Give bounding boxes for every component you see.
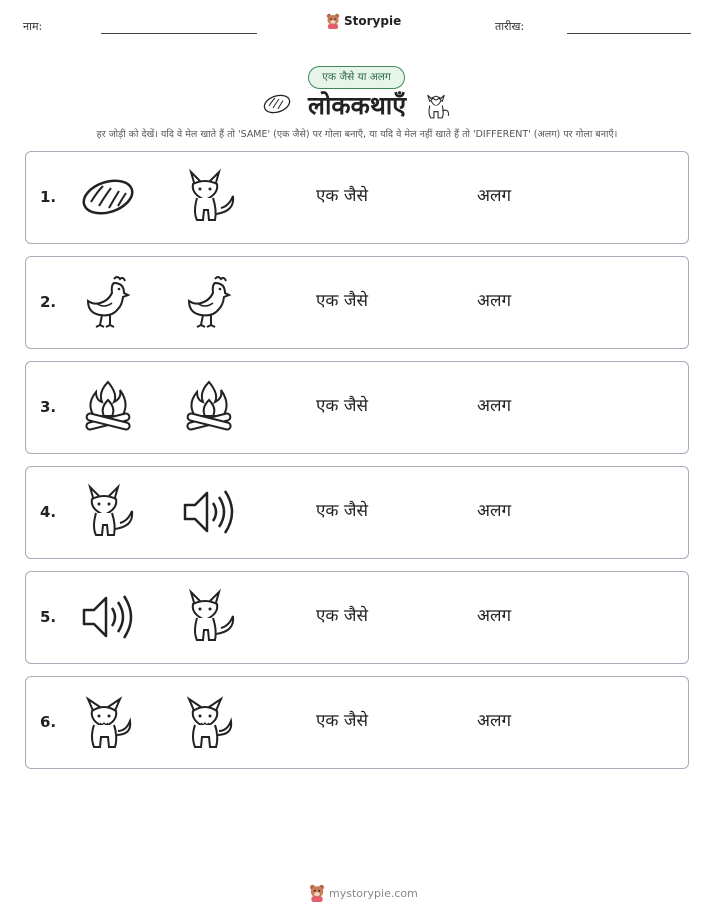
worksheet-type-badge: एक जैसे या अलग — [308, 66, 405, 89]
bread-icon — [78, 166, 138, 228]
wolf-icon — [420, 90, 452, 122]
different-option[interactable]: अलग — [477, 186, 512, 206]
footer-url[interactable]: mystorypie.com — [329, 886, 418, 900]
same-option[interactable]: एक जैसे — [316, 291, 368, 311]
different-option[interactable]: अलग — [477, 396, 512, 416]
same-option[interactable]: एक जैसे — [316, 711, 368, 731]
date-line[interactable] — [567, 33, 691, 34]
different-option[interactable]: अलग — [477, 501, 512, 521]
same-option[interactable]: एक जैसे — [316, 186, 368, 206]
same-option[interactable]: एक जैसे — [316, 606, 368, 626]
footer — [309, 884, 418, 902]
bear-logo-icon — [326, 13, 340, 29]
bear-logo-icon — [309, 884, 325, 902]
same-option[interactable]: एक जैसे — [316, 396, 368, 416]
wolf-icon — [179, 691, 239, 753]
same-option[interactable]: एक जैसे — [316, 501, 368, 521]
brand-logo — [326, 13, 401, 29]
page-title: लोककथाएँ — [308, 91, 407, 120]
campfire-icon — [78, 376, 138, 438]
hen-icon — [179, 271, 239, 333]
wolf-icon — [78, 691, 138, 753]
question-row-3 — [25, 361, 689, 454]
fox-icon — [78, 481, 138, 543]
question-row-6 — [25, 676, 689, 769]
row-number: 4. — [40, 503, 57, 521]
speaker-icon — [78, 586, 138, 648]
bread-icon — [262, 93, 292, 115]
name-label: नाम: — [23, 20, 43, 33]
campfire-icon — [179, 376, 239, 438]
question-row-2 — [25, 256, 689, 349]
row-number: 2. — [40, 293, 57, 311]
fox-icon — [179, 166, 239, 228]
question-row-1 — [25, 151, 689, 244]
row-number: 6. — [40, 713, 57, 731]
hen-icon — [78, 271, 138, 333]
fox-icon — [179, 586, 239, 648]
brand-name: Storypie — [344, 14, 402, 28]
different-option[interactable]: अलग — [477, 711, 512, 731]
date-label: तारीख: — [495, 20, 525, 33]
different-option[interactable]: अलग — [477, 606, 512, 626]
different-option[interactable]: अलग — [477, 291, 512, 311]
speaker-icon — [179, 481, 239, 543]
question-row-5 — [25, 571, 689, 664]
row-number: 5. — [40, 608, 57, 626]
instructions-text: हर जोड़ी को देखें। यदि वे मेल खाते हैं तो 'SAME' (एक जैसे) पर गोला बनाएँ, या यदि वे मेल नहीं खाते हैं तो 'DIFFERENT' (अलग) पर गोला बनाएँ। — [96, 129, 618, 140]
row-number: 3. — [40, 398, 57, 416]
name-line[interactable] — [101, 33, 257, 34]
row-number: 1. — [40, 188, 57, 206]
question-row-4 — [25, 466, 689, 559]
